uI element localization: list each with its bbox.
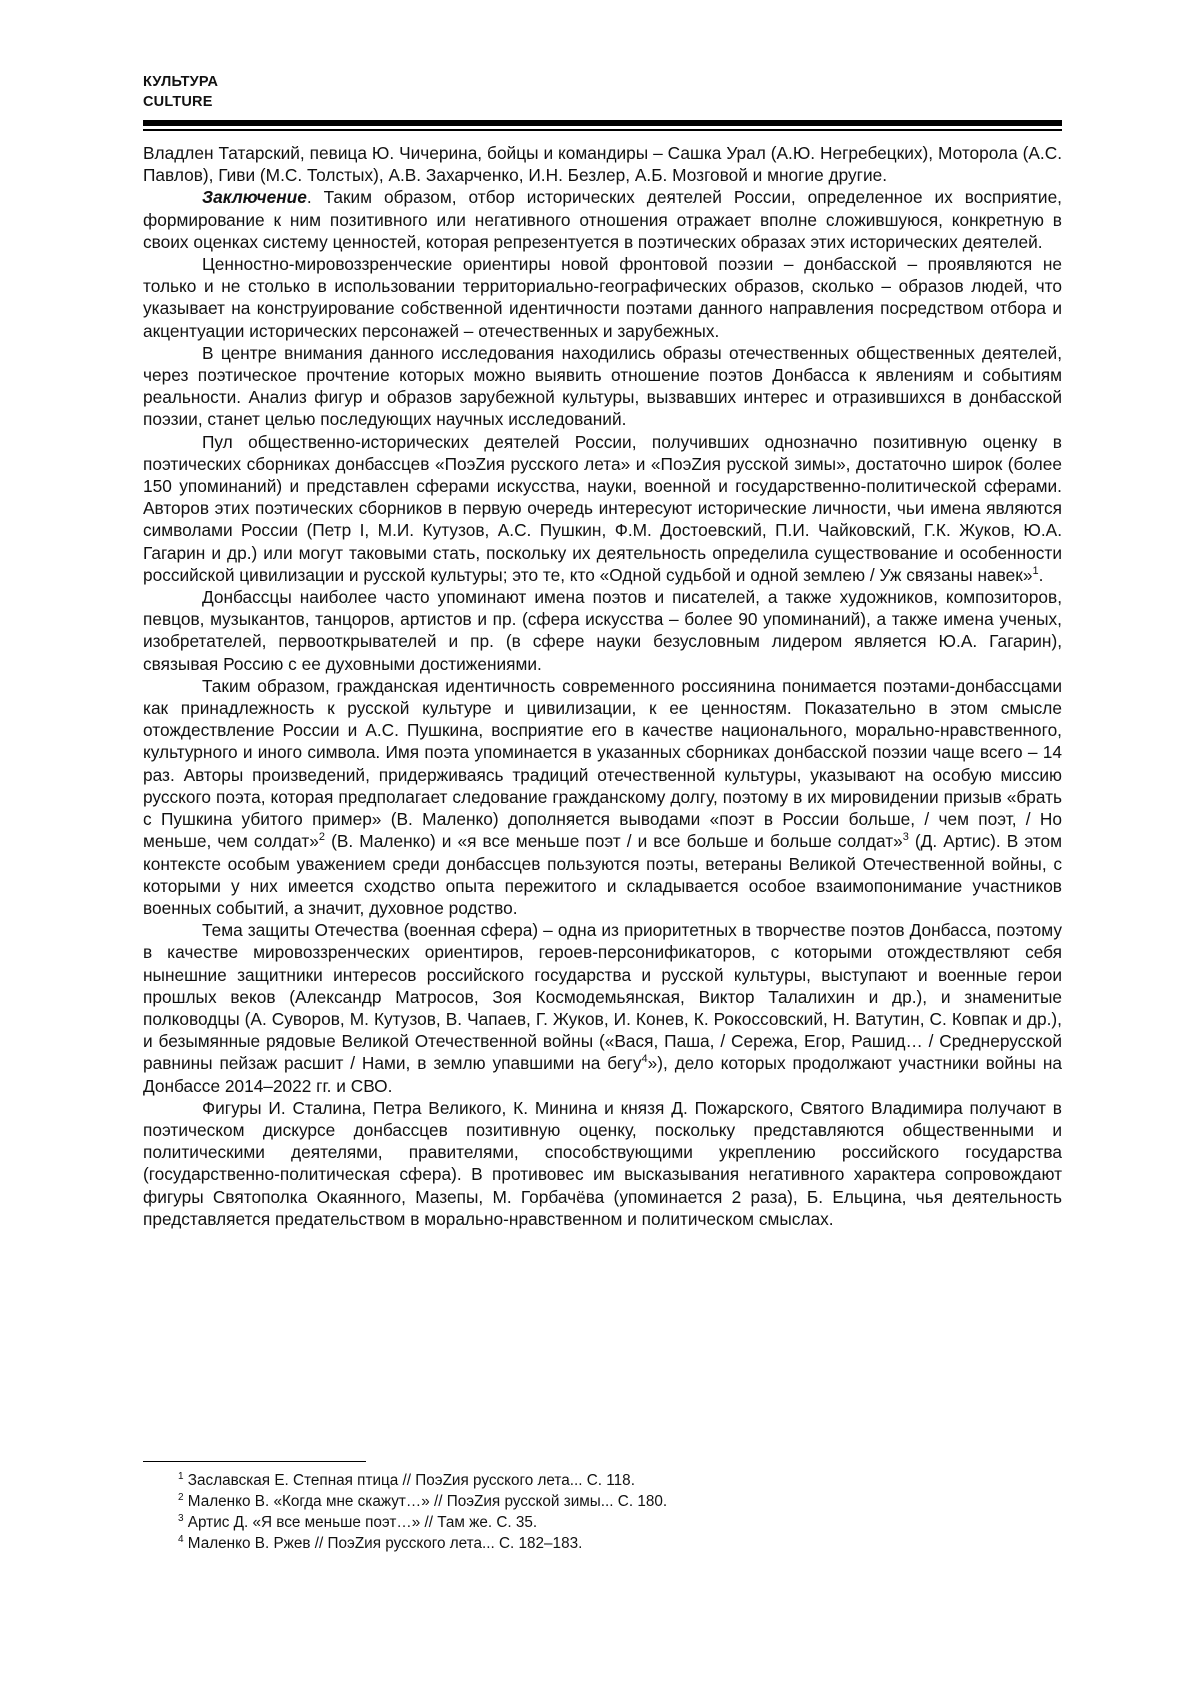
paragraph-continued: Владлен Татарский, певица Ю. Чичерина, бойцы и командиры – Сашка Урал (А.Ю. Негребецких), Моторола (А.С. Павлов), Гиви (М.С. Толстых), А.В. Захарченко, И.Н. Безлер, А.Б. Мозговой и многие другие. xyxy=(143,143,1062,186)
footnote-ref: 4 xyxy=(641,1053,648,1066)
footnote: $^1$ Заславская Е. Степная птица // ПоэZия русского лета... С. 118. xyxy=(178,1470,635,1489)
conclusion-heading: Заключение xyxy=(202,187,307,208)
footnote-ref: 1 xyxy=(1032,565,1039,578)
header-rule-thin xyxy=(143,129,1062,131)
running-header xyxy=(143,72,218,112)
footnote: $^2$ Маленко В. «Когда мне скажут…» // ПоэZия русской зимы... С. 180. xyxy=(178,1491,668,1510)
paragraph: Тема защиты Отечества (военная сфера) – одна из приоритетных в творчестве поэтов Донбасса, поэтому в качестве мировоззренческих ориентиров, героев-персонификаторов, с которыми отождествляют себя нынешние защитники интересов российского государства и русской культуры, выступают и военные герои прошлых веков (Александр Матросов, Зоя Космодемьянская, Виктор Талалихин и др.), и знаменитые полководцы (А. Суворов, М. Кутузов, В. Чапаев, Г. Жуков, И. Конев, К. Рокоссовский, Н. Ватутин, С. Ковпак и др.), и безымянные рядовые Великой Отечественной войны («Вася, Паша, / Сережа, Егор, Рашид… / Среднерусской равнины пейзаж расшит / Нами, в землю упавшими на бегу$^4$»), дело которых продолжают участники войны на Донбассе 2014–2022 гг. и СВО. xyxy=(143,920,1062,1096)
header-section-en: CULTURE xyxy=(143,94,213,110)
article-body xyxy=(143,142,1062,1230)
paragraph: Ценностно-мировоззренческие ориентиры новой фронтовой поэзии – донбасской – проявляются не только и не столько в использовании территориально-географических образов, сколько – образов людей, что указывает на конструирование собственной идентичности поэтами данного направления посредством отбора и акцентуации исторических персонажей – отечественных и зарубежных. xyxy=(143,254,1062,341)
footnote: $^3$ Артис Д. «Я все меньше поэт…» // Там же. С. 35. xyxy=(178,1512,538,1531)
paragraph: Таким образом, гражданская идентичность современного россиянина понимается поэтами-донбассцами как принадлежность к русской культуре и цивилизации, к ее ценностям. Показательно в этом смысле отождествление России и А.С. Пушкина, восприятие его в качестве национального, морально-нравственного, культурного и иного символа. Имя поэта упоминается в указанных сборниках донбасской поэзии чаще всего – 14 раз. Авторы произведений, придерживаясь традиций отечественной культуры, указывают на особую миссию русского поэта, которая предполагает следование гражданскому долгу, поэтому в их мировидении призыв «брать с Пушкина убитого пример» (В. Маленко) дополняется выводами «поэт в России больше, / чем поэт, / Но меньше, чем солдат»$^2$ (В. Маленко) и «я все меньше поэт / и все больше и больше солдат»$^3$ (Д. Артис). В этом контексте особым уважением среди донбассцев пользуются поэты, ветераны Великой Отечественной войны, с которыми у них имеется сходство опыта пережитого и складывается особое взаимопонимание участников военных событий, а значит, духовное родство. xyxy=(143,675,1063,918)
footnote-ref: 3 xyxy=(902,831,909,844)
footnote-separator xyxy=(143,1461,366,1462)
footnote: $^4$ Маленко В. Ржев // ПоэZия русского лета... С. 182–183. xyxy=(178,1533,583,1552)
paragraph-conclusion: Заключение. Таким образом, отбор исторических деятелей России, определенное их восприятие, формирование к ним позитивного или негативного отношения отражает вполне сложившуюся, конкретную в своих оценках систему ценностей, которая репрезентуется в поэтических образах этих исторических деятелей. xyxy=(143,187,1062,252)
paragraph: Пул общественно-исторических деятелей России, получивших однозначно позитивную оценку в поэтических сборниках донбассцев «ПоэZия русского лета» и «ПоэZия русской зимы», достаточно широк (более 150 упоминаний) и представлен сферами искусства, науки, военной и государственно-политической сферами. Авторов этих поэтических сборников в первую очередь интересуют исторические личности, чьи имена являются символами России (Петр I, М.И. Кутузов, А.С. Пушкин, Ф.М. Достоевский, П.И. Чайковский, Г.К. Жуков, Ю.А. Гагарин и др.) или могут таковыми стать, поскольку их деятельность определила существование и особенности российской цивилизации и русской культуры; это те, кто «Одной судьбой и одной землею / Уж связаны навек»$^1$. xyxy=(143,431,1062,585)
paragraph: Донбассцы наиболее часто упоминают имена поэтов и писателей, а также художников, композиторов, певцов, музыкантов, танцоров, артистов и пр. (сфера искусства – более 90 упоминаний), а также имена ученых, изобретателей, первооткрывателей и пр. (в сфере науки безусловным лидером является Ю.А. Гагарин), связывая Россию с ее духовными достижениями. xyxy=(143,587,1062,674)
paragraph: Фигуры И. Сталина, Петра Великого, К. Минина и князя Д. Пожарского, Святого Владимира получают в поэтическом дискурсе донбассцев позитивную оценку, поскольку представляются общественными и политическими деятелями, правителями, способствующими укреплению российского государства (государственно-политическая сфера). В противовес им высказывания негативного характера сопровождают фигуры Святополка Окаянного, Мазепы, М. Горбачёва (упоминается 2 раза), Б. Ельцина, чья деятельность представляется предательством в морально-нравственном и политическом смыслах. xyxy=(143,1097,1062,1229)
footnote-ref: 2 xyxy=(318,831,326,844)
footnotes xyxy=(178,1470,1038,1554)
paragraph: В центре внимания данного исследования находились образы отечественных общественных деятелей, через поэтическое прочтение которых можно выявить отношение поэтов Донбасса к явлениям и событиям реальности. Анализ фигур и образов зарубежной культуры, вызвавших интерес и отразившихся в донбасской поэзии, станет целью последующих научных исследований. xyxy=(143,342,1062,430)
header-rule-thick xyxy=(143,120,1062,126)
header-section-ru: КУЛЬТУРА xyxy=(143,74,219,90)
